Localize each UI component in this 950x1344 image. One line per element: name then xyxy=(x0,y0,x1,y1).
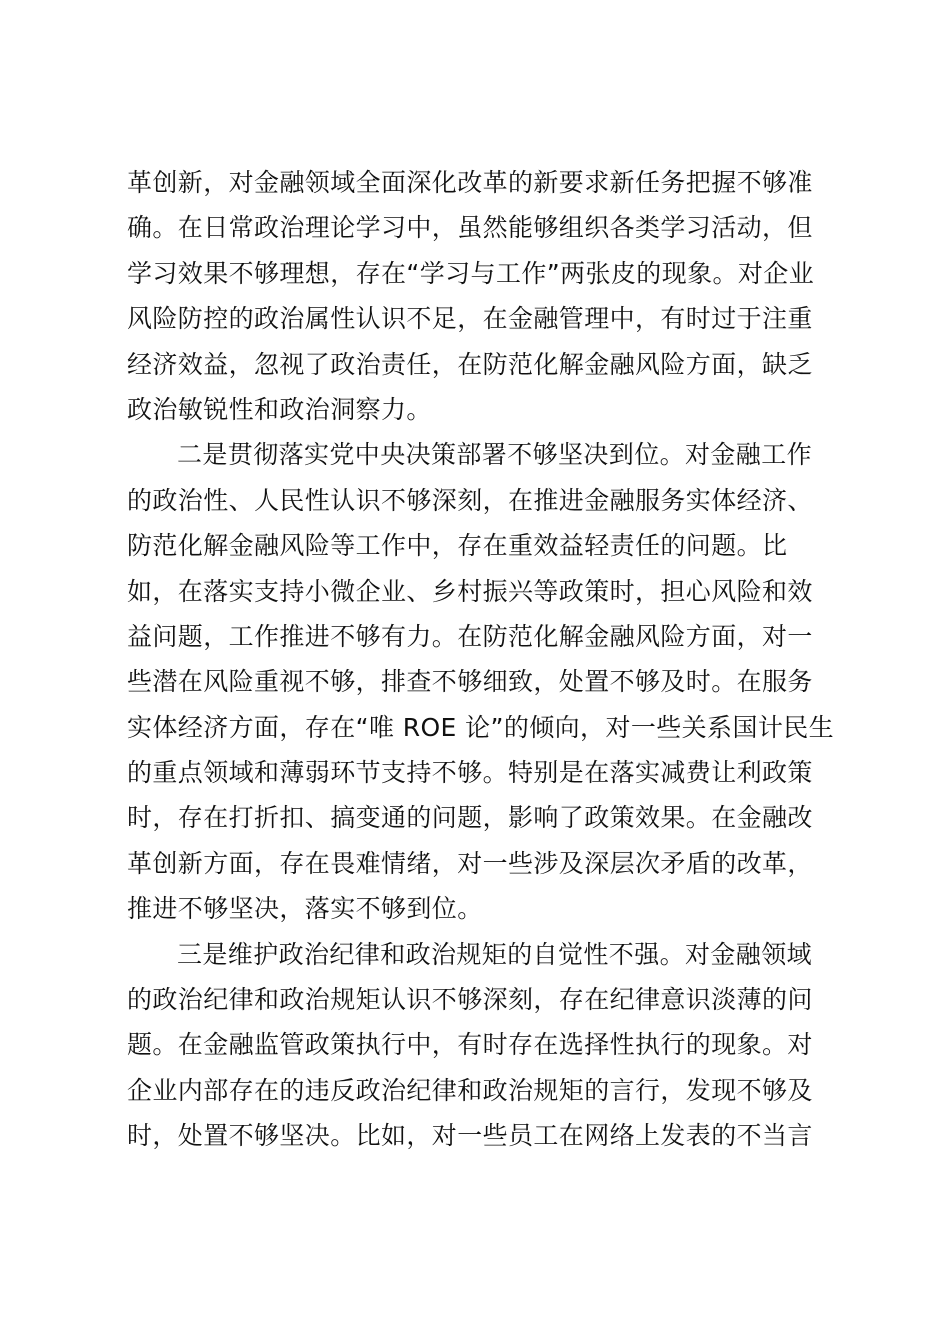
text-line: 题。在金融监管政策执行中，有时存在选择性执行的现象。对 xyxy=(127,1030,813,1060)
text-line: 革创新，对金融领域全面深化改革的新要求新任务把握不够准 xyxy=(127,168,813,197)
text-line: 推进不够坚决，落实不够到位。 xyxy=(127,894,483,924)
text-line: 革创新方面，存在畏难情绪，对一些涉及深层次矛盾的改革， xyxy=(127,848,813,878)
paragraph-heading-line: 三是维护政治纪律和政治规矩的自觉性不强。对金融领域 xyxy=(177,939,813,969)
paragraph-heading-line: 二是贯彻落实党中央决策部署不够坚决到位。对金融工作 xyxy=(177,440,813,470)
text-line: 时，存在打折扣、搞变通的问题，影响了政策效果。在金融改 xyxy=(127,803,813,833)
text-line: 政治敏锐性和政治洞察力。 xyxy=(127,394,432,424)
text-line: 确。在日常政治理论学习中，虽然能够组织各类学习活动，但 xyxy=(127,213,813,243)
text-line: 益问题，工作推进不够有力。在防范化解金融风险方面，对一 xyxy=(127,621,813,651)
text-line: 时，处置不够坚决。比如，对一些员工在网络上发表的不当言 xyxy=(127,1121,813,1151)
text-line: 企业内部存在的违反政治纪律和政治规矩的言行，发现不够及 xyxy=(127,1075,813,1105)
text-line: 实体经济方面，存在“唯 ROE 论”的倾向，对一些关系国计民生 xyxy=(127,712,835,742)
text-line: 的政治纪律和政治规矩认识不够深刻，存在纪律意识淡薄的问 xyxy=(127,985,813,1015)
text-line: 的重点领域和薄弱环节支持不够。特别是在落实减费让利政策 xyxy=(127,758,813,788)
text-line: 的政治性、人民性认识不够深刻，在推进金融服务实体经济、 xyxy=(127,485,813,515)
text-line: 防范化解金融风险等工作中，存在重效益轻责任的问题。比 xyxy=(127,531,788,561)
text-line: 些潜在风险重视不够，排查不够细致，处置不够及时。在服务 xyxy=(127,667,813,697)
text-line: 风险防控的政治属性认识不足，在金融管理中，有时过于注重 xyxy=(127,304,813,334)
document-body xyxy=(127,160,835,1159)
text-line: 如，在落实支持小微企业、乡村振兴等政策时，担心风险和效 xyxy=(127,576,813,606)
text-line: 经济效益，忽视了政治责任，在防范化解金融风险方面，缺乏 xyxy=(127,349,813,379)
text-line: 学习效果不够理想，存在“学习与工作”两张皮的现象。对企业 xyxy=(127,258,815,288)
